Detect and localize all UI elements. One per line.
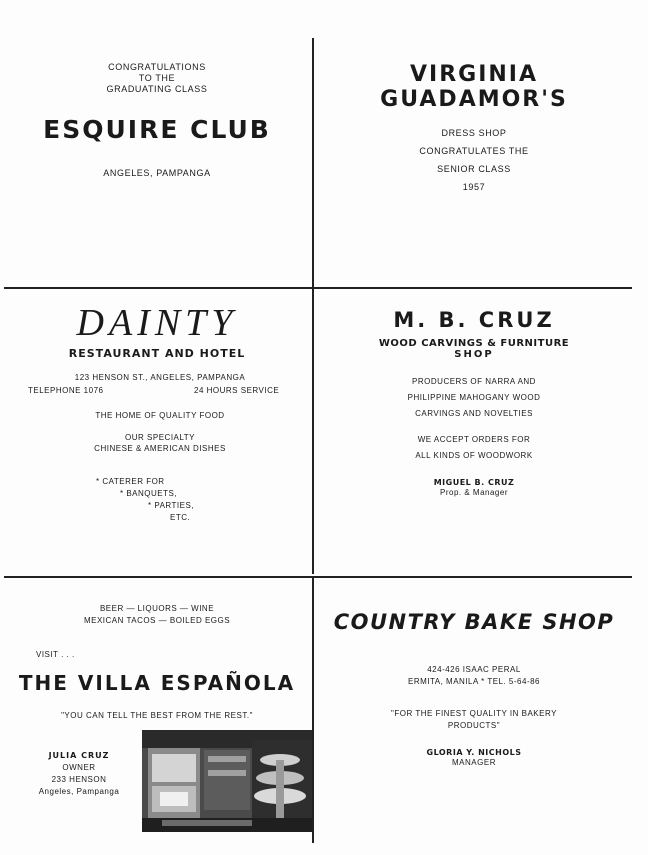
villa-interior-photo xyxy=(142,730,312,832)
bake-role: MANAGER xyxy=(452,758,496,767)
ad-esquire-club xyxy=(4,60,310,181)
cruz-product-1: PRODUCERS OF NARRA AND xyxy=(412,377,536,386)
villa-owner-role: OWNER xyxy=(62,763,96,772)
bake-name: COUNTRY BAKE SHOP xyxy=(333,610,615,634)
cruz-sub-2: SHOP xyxy=(454,349,494,360)
villa-name: THE VILLA ESPAÑOLA xyxy=(18,671,296,695)
bake-address-1: 424-426 ISAAC PERAL xyxy=(427,665,521,674)
guadamor-year: 1957 xyxy=(462,182,486,192)
cruz-name: M. B. CRUZ xyxy=(393,308,555,332)
esquire-club-name: ESQUIRE CLUB xyxy=(43,115,271,144)
villa-interior-photo-art xyxy=(142,730,312,832)
villa-visit: VISIT . . . xyxy=(36,650,75,659)
guadamor-line-1: DRESS SHOP xyxy=(441,128,507,138)
villa-address-1: 233 HENSON xyxy=(51,775,107,784)
cruz-owner: MIGUEL B. CRUZ xyxy=(433,478,515,487)
cruz-orders-1: WE ACCEPT ORDERS FOR xyxy=(417,435,531,444)
dainty-home: THE HOME OF QUALITY FOOD xyxy=(95,411,225,420)
dainty-caterer: * CATERER FOR xyxy=(96,477,165,486)
cruz-orders-2: ALL KINDS OF WOODWORK xyxy=(415,451,533,460)
guadamor-line-2: CONGRATULATES THE xyxy=(419,146,529,156)
congrats-line-3: GRADUATING CLASS xyxy=(106,84,208,94)
dainty-hours: 24 HOURS SERVICE xyxy=(194,386,280,395)
villa-address-2: Angeles, Pampanga xyxy=(38,787,120,796)
dainty-etc: ETC. xyxy=(170,513,191,522)
dainty-address: 123 HENSON ST., ANGELES, PAMPANGA xyxy=(74,373,246,382)
cruz-role: Prop. & Manager xyxy=(440,488,508,497)
villa-drinks: BEER — LIQUORS — WINE xyxy=(99,604,215,613)
dainty-telephone: TELEPHONE 1076 xyxy=(28,386,104,395)
congrats-line-2: TO THE xyxy=(138,73,176,83)
bake-slogan-1: "FOR THE FINEST QUALITY IN BAKERY xyxy=(391,709,557,718)
villa-owner-block xyxy=(20,750,138,798)
cruz-product-2: PHILIPPINE MAHOGANY WOOD xyxy=(407,393,541,402)
villa-owner-name: JULIA CRUZ xyxy=(48,751,110,760)
bake-slogan-2: PRODUCTS" xyxy=(447,721,501,730)
dainty-specialty-1: OUR SPECIALTY xyxy=(125,433,195,442)
ad-country-bake-shop xyxy=(316,610,632,769)
dainty-name: DAINTY xyxy=(76,302,238,344)
cruz-sub-1: WOOD CARVINGS & FURNITURE xyxy=(378,338,570,349)
ad-virginia-guadamor xyxy=(316,62,632,195)
villa-slogan: "YOU CAN TELL THE BEST FROM THE REST." xyxy=(61,711,253,720)
dainty-subtitle: RESTAURANT AND HOTEL xyxy=(68,347,246,360)
esquire-location: ANGELES, PAMPANGA xyxy=(103,168,211,178)
center-divider-bottom xyxy=(312,578,314,843)
guadamor-line-3: SENIOR CLASS xyxy=(437,164,511,174)
dainty-parties: * PARTIES, xyxy=(148,501,195,510)
congrats-line-1: CONGRATULATIONS xyxy=(108,62,206,72)
center-divider-top xyxy=(312,38,314,574)
row-divider-1 xyxy=(4,287,632,289)
bake-owner: GLORIA Y. NICHOLS xyxy=(426,748,522,757)
ad-mb-cruz xyxy=(316,308,632,499)
dainty-banquets: * BANQUETS, xyxy=(120,489,178,498)
ad-dainty xyxy=(4,303,310,360)
guadamor-name: VIRGINIA GUADAMOR'S xyxy=(380,62,568,112)
bake-address-2: ERMITA, MANILA * TEL. 5-64-86 xyxy=(407,677,541,686)
cruz-product-3: CARVINGS AND NOVELTIES xyxy=(415,409,533,418)
row-divider-2 xyxy=(4,576,632,578)
dainty-specialty-2: CHINESE & AMERICAN DISHES xyxy=(94,444,226,453)
ad-villa-espanola-header xyxy=(4,603,310,627)
villa-food: MEXICAN TACOS — BOILED EGGS xyxy=(83,616,231,625)
